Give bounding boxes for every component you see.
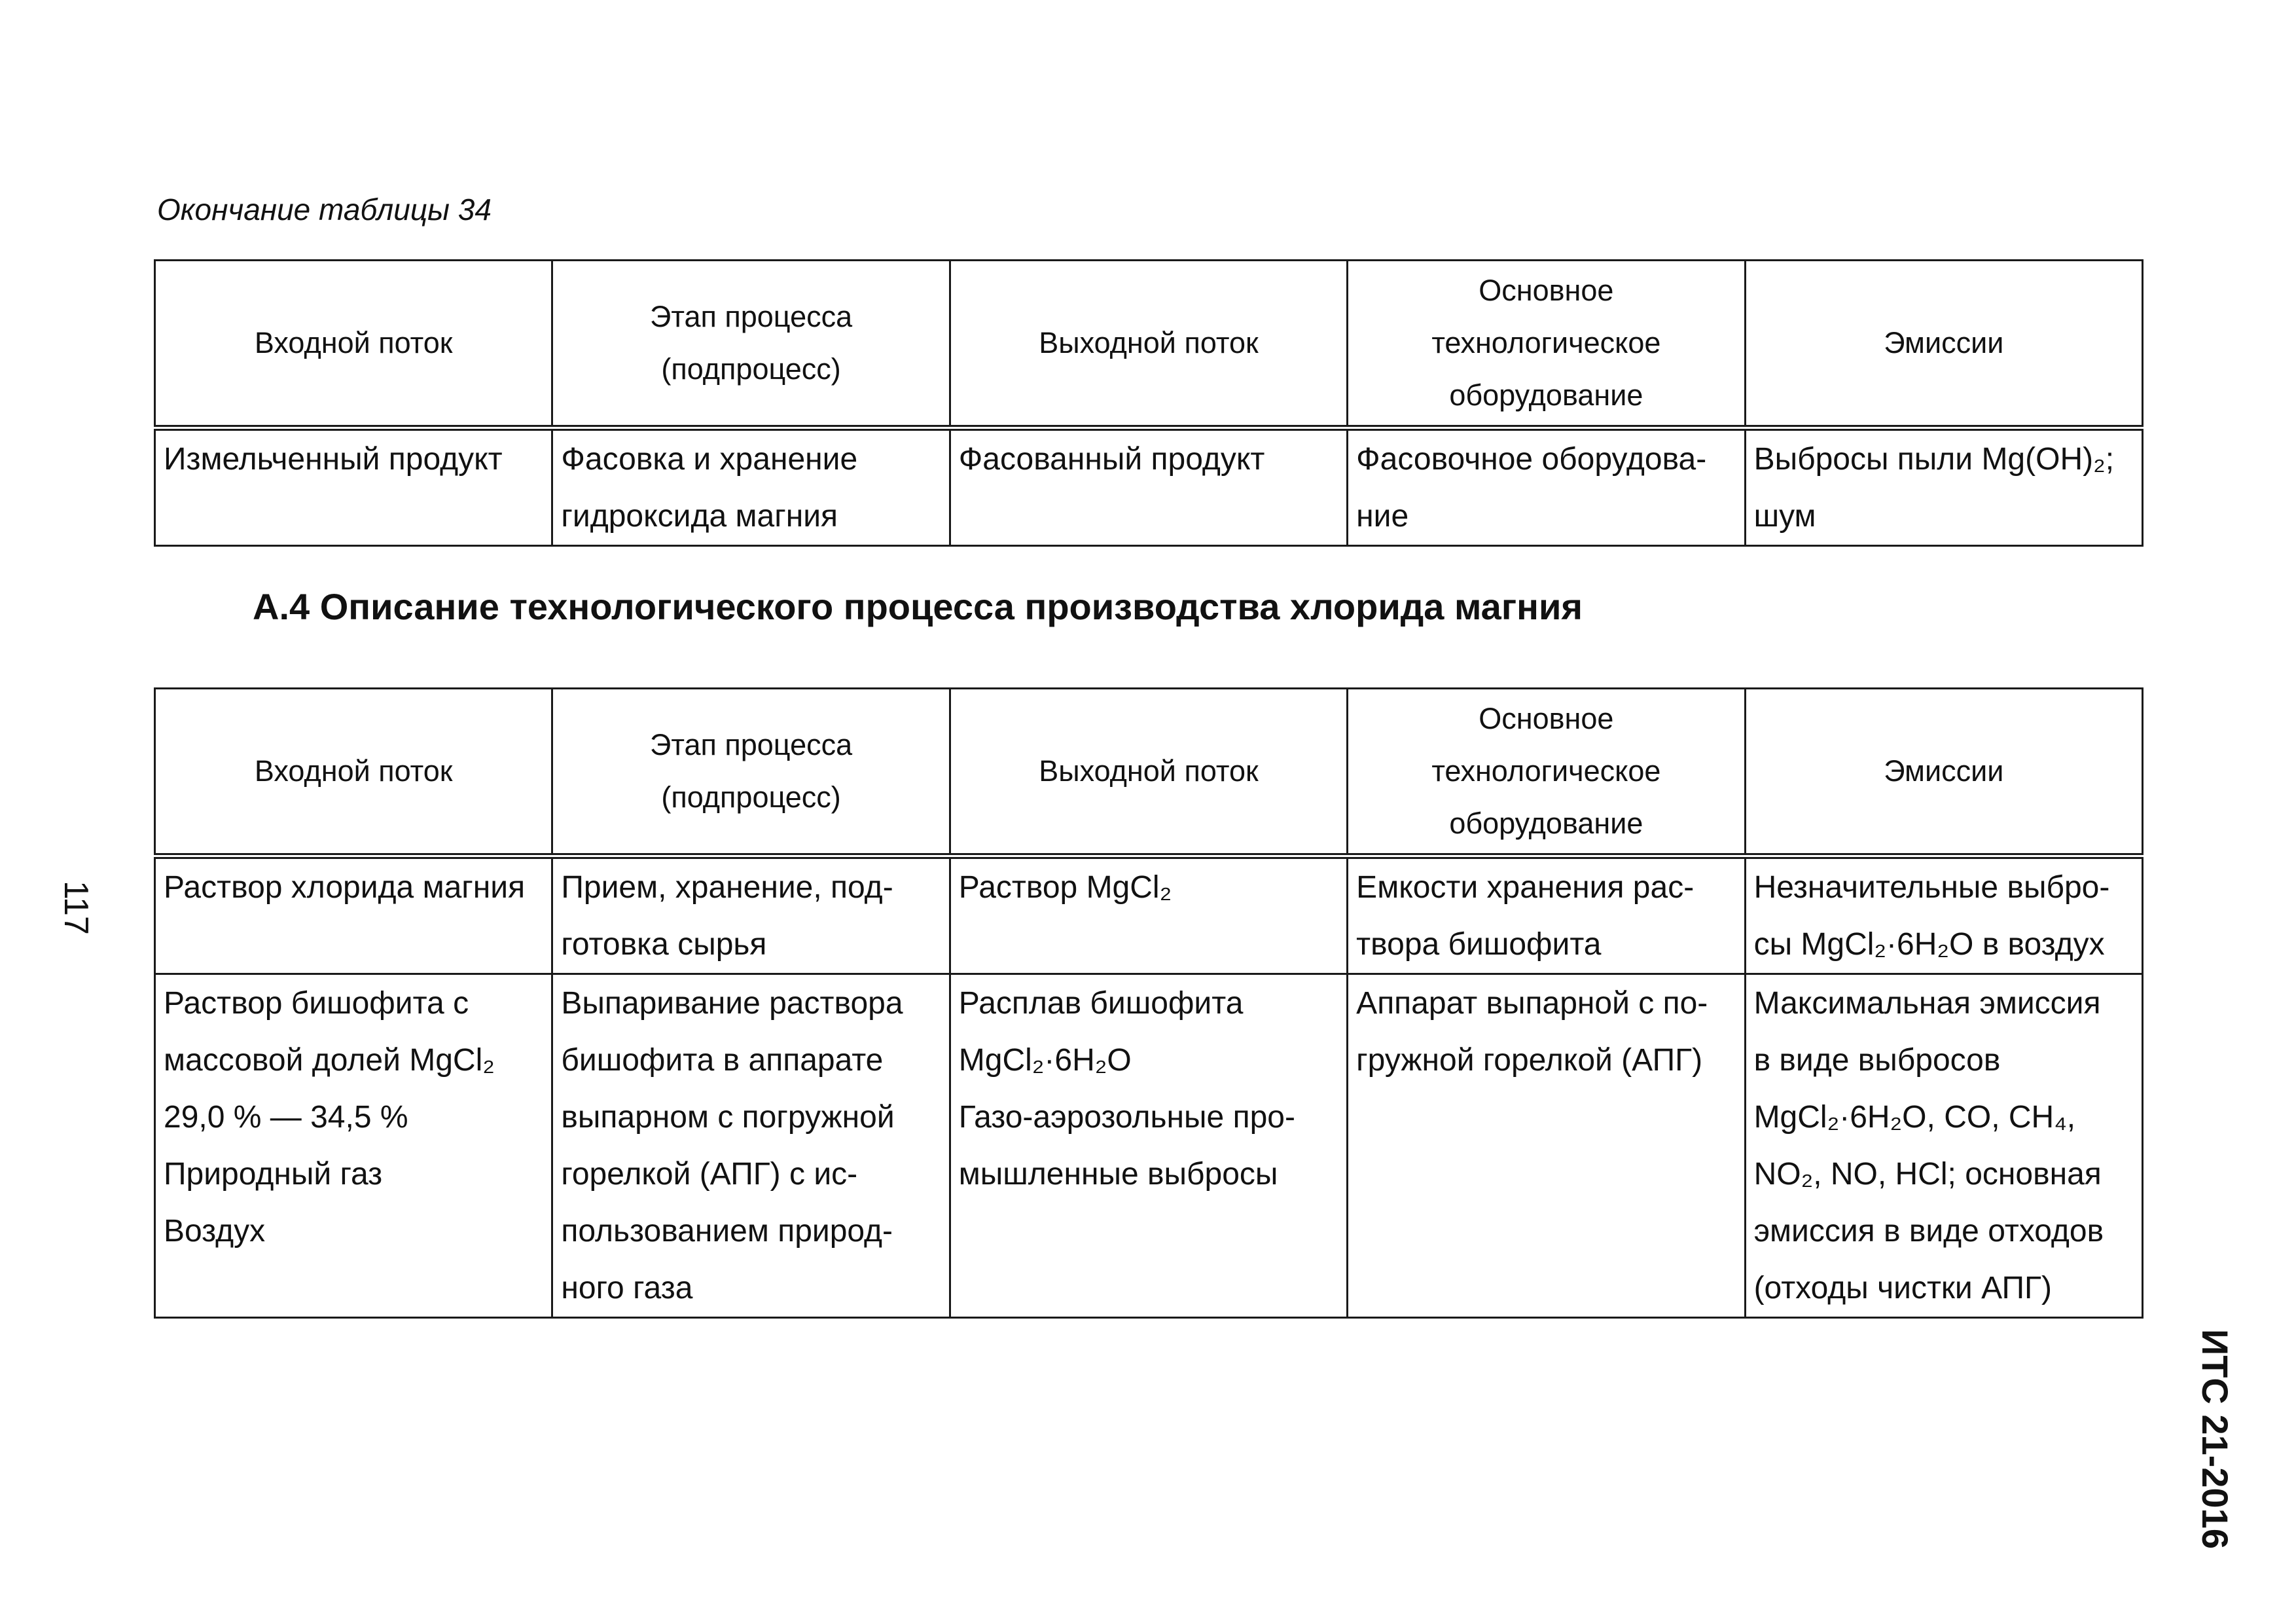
- cell-output: Раствор MgCl₂: [950, 856, 1347, 974]
- cell-emissions: Максимальная эмиссия в виде выбросов MgCl₂·6H₂O, CO, CH₄, NO₂, NO, HCl; основная эмиссия в виде отходов (отходы чистки АПГ): [1745, 974, 2142, 1318]
- header-emissions: Эмиссии: [1745, 261, 2142, 428]
- cell-emissions: Выбросы пыли Mg(OH)₂; шум: [1745, 428, 2142, 546]
- table-continuation-caption: Окончание таблицы 34: [157, 192, 492, 227]
- table-row: [155, 974, 2143, 1318]
- table-row: [155, 428, 2143, 546]
- table-34-end: [154, 259, 2144, 547]
- cell-output: Фасованный продукт: [950, 428, 1347, 546]
- header-output-flow: Выходной поток: [950, 261, 1347, 428]
- header-input-flow: Входной поток: [155, 261, 552, 428]
- table-row: [155, 856, 2143, 974]
- table-header-row: [155, 261, 2143, 428]
- cell-output: Расплав бишофита MgCl₂·6H₂O Газо-аэрозольные про- мышленные выбросы: [950, 974, 1347, 1318]
- magnesium-chloride-process-table: [154, 687, 2144, 1319]
- cell-stage: Прием, хранение, под- готовка сырья: [552, 856, 950, 974]
- header-input-flow: Входной поток: [155, 689, 552, 856]
- cell-equipment: Аппарат выпарной с по- гружной горелкой (АПГ): [1348, 974, 1745, 1318]
- cell-input: Раствор бишофита с массовой долей MgCl₂ 29,0 % — 34,5 % Природный газ Воздух: [155, 974, 552, 1318]
- cell-input: Раствор хлорида магния: [155, 856, 552, 974]
- document-code: ИТС 21-2016: [2195, 1329, 2236, 1549]
- section-heading: А.4 Описание технологического процесса производства хлорида магния: [253, 586, 1583, 627]
- header-output-flow: Выходной поток: [950, 689, 1347, 856]
- cell-emissions: Незначительные выбро- сы MgCl₂·6H₂O в воздух: [1745, 856, 2142, 974]
- header-equipment: Основное технологическое оборудование: [1348, 261, 1745, 428]
- header-emissions: Эмиссии: [1745, 689, 2142, 856]
- cell-equipment: Емкости хранения рас- твора бишофита: [1348, 856, 1745, 974]
- table-header-row: [155, 689, 2143, 856]
- header-process-stage: Этап процесса (подпроцесс): [552, 689, 950, 856]
- cell-stage: Фасовка и хранение гидроксида магния: [552, 428, 950, 546]
- cell-input: Измельченный продукт: [155, 428, 552, 546]
- cell-stage: Выпаривание раствора бишофита в аппарате выпарном с погружной горелкой (АПГ) с ис- пользованием природ- ного газа: [552, 974, 950, 1318]
- cell-equipment: Фасовочное оборудова- ние: [1348, 428, 1745, 546]
- page-number: 117: [57, 881, 95, 935]
- header-process-stage: Этап процесса (подпроцесс): [552, 261, 950, 428]
- header-equipment: Основное технологическое оборудование: [1348, 689, 1745, 856]
